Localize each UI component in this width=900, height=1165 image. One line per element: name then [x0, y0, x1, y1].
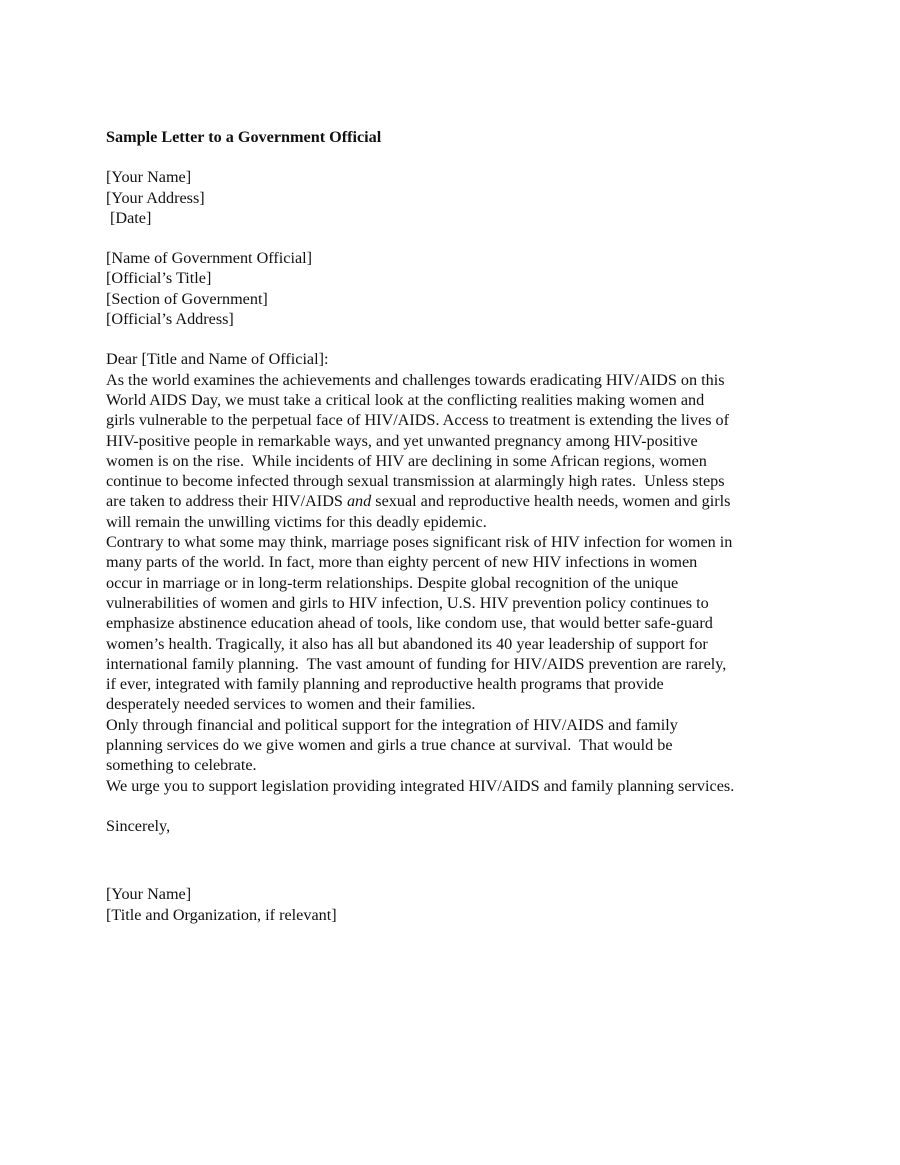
paragraph-2-line: Contrary to what some may think, marriage poses significant risk of HIV infection for women in: [106, 533, 733, 552]
letter-page: [106, 127, 806, 925]
paragraph-1-line: will remain the unwilling victims for this deadly epidemic.: [106, 512, 487, 531]
paragraph-1-line: HIV-positive people in remarkable ways, and yet unwanted pregnancy among HIV-positive: [106, 431, 698, 450]
paragraph-2-line: international family planning. The vast amount of funding for HIV/AIDS prevention are rarely,: [106, 654, 727, 673]
paragraph-1-line: women is on the rise. While incidents of HIV are declining in some African regions, women: [106, 451, 707, 470]
recipient-title: [Official’s Title]: [106, 269, 212, 288]
paragraph-3-line: Only through financial and political support for the integration of HIV/AIDS and family: [106, 715, 678, 734]
recipient-name: [Name of Government Official]: [106, 249, 313, 268]
letter-title: Sample Letter to a Government Official: [106, 128, 382, 146]
paragraph-3-line: something to celebrate.: [106, 756, 257, 775]
sender-block: [106, 167, 806, 228]
sender-name: [Your Name]: [106, 168, 192, 187]
paragraph-2-line: if ever, integrated with family planning and reproductive health programs that provide: [106, 675, 664, 694]
paragraph-1: [106, 370, 806, 532]
paragraph-3-line: planning services do we give women and girls a true chance at survival. That would be: [106, 736, 673, 755]
salutation: Dear [Title and Name of Official]:: [106, 350, 329, 369]
paragraph-4: We urge you to support legislation providing integrated HIV/AIDS and family planning services.: [106, 776, 735, 795]
recipient-address: [Official’s Address]: [106, 310, 234, 329]
sender-address: [Your Address]: [106, 188, 205, 207]
paragraph-1-line: continue to become infected through sexual transmission at alarmingly high rates. Unless steps: [106, 472, 725, 491]
signature-title: [Title and Organization, if relevant]: [106, 905, 337, 924]
letter-date: [Date]: [106, 208, 152, 227]
paragraph-1-line: girls vulnerable to the perpetual face of HIV/AIDS. Access to treatment is extending the lives of: [106, 411, 730, 430]
paragraph-2-line: desperately needed services to women and their families.: [106, 695, 476, 714]
paragraph-2-line: women’s health. Tragically, it also has all but abandoned its 40 year leadership of support for: [106, 634, 708, 653]
paragraph-2-line: many parts of the world. In fact, more than eighty percent of new HIV infections in women: [106, 553, 698, 572]
paragraph-3: [106, 715, 806, 776]
paragraph-1-line: World AIDS Day, we must take a critical look at the conflicting realities making women and: [106, 390, 705, 409]
paragraph-2-line: occur in marriage or in long-term relationships. Despite global recognition of the unique: [106, 573, 679, 592]
paragraph-2-line: emphasize abstinence education ahead of tools, like condom use, that would better safe-guard: [106, 614, 713, 633]
closing: Sincerely,: [106, 816, 171, 835]
emphasis-and: and: [346, 492, 372, 511]
paragraph-1-line: [106, 491, 806, 511]
signature-name: [Your Name]: [106, 885, 192, 904]
paragraph-2-line: vulnerabilities of women and girls to HIV infection, U.S. HIV prevention policy continues to: [106, 593, 709, 612]
recipient-section: [Section of Government]: [106, 289, 268, 308]
recipient-block: [106, 248, 806, 329]
paragraph-1-text: sexual and reproductive health needs, women and girls: [371, 492, 731, 511]
paragraph-2: [106, 532, 806, 715]
paragraph-1-text: are taken to address their HIV/AIDS: [106, 492, 347, 511]
paragraph-1-line: As the world examines the achievements and challenges towards eradicating HIV/AIDS on this: [106, 370, 725, 389]
signature-block: [106, 884, 806, 925]
